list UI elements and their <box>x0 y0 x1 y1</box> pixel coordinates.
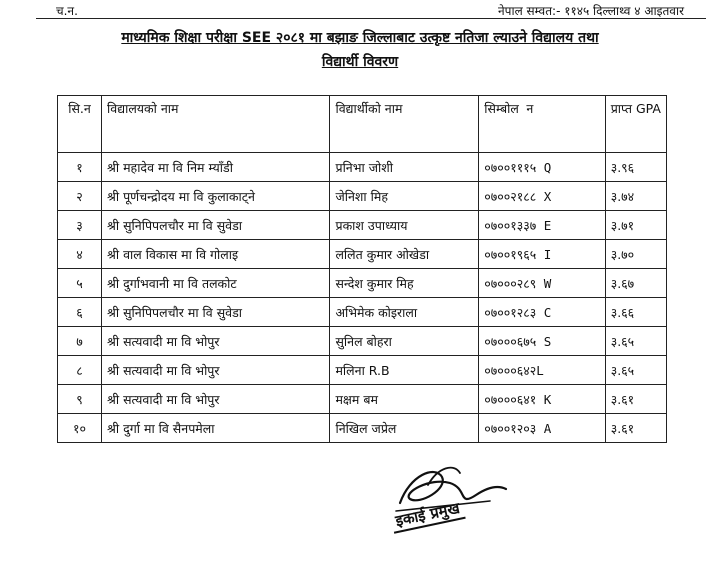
cell-gpa: ३.७४ <box>605 182 666 211</box>
cell-school-name: श्री पूर्णचन्द्रोदय मा वि कुलाकाट्ने <box>102 182 330 211</box>
cell-gpa: ३.६५ <box>605 327 666 356</box>
table-row <box>58 269 667 298</box>
cell-gpa: ३.६६ <box>605 298 666 327</box>
cell-student-name: निखिल जप्रेल <box>330 414 479 443</box>
cell-symbol-number: ०७०००६४२L <box>479 356 605 385</box>
cell-student-name: प्रनिभा जोशी <box>330 153 479 182</box>
results-table <box>57 95 667 443</box>
unit-head-stamp: इकाई प्रमुख <box>390 497 466 534</box>
table-row <box>58 211 667 240</box>
cell-gpa: ३.६१ <box>605 385 666 414</box>
cell-school-name: श्री सत्यवादी मा वि भोपुर <box>102 356 330 385</box>
document-subtitle: विद्यार्थी विवरण <box>321 54 399 70</box>
cell-student-name: सुनिल बोहरा <box>330 327 479 356</box>
cell-student-name: मक्षम बम <box>330 385 479 414</box>
cell-school-name: श्री सुनिपिपलचौर मा वि सुवेडा <box>102 211 330 240</box>
cell-student-name: प्रकाश उपाध्याय <box>330 211 479 240</box>
cell-serial: ६ <box>58 298 102 327</box>
cell-gpa: ३.७० <box>605 240 666 269</box>
cell-school-name: श्री वाल विकास मा वि गोलाइ <box>102 240 330 269</box>
cell-school-name: श्री सुनिपिपलचौर मा वि सुवेडा <box>102 298 330 327</box>
cell-serial: १ <box>58 153 102 182</box>
header-school-name: विद्यालयको नाम <box>102 96 330 153</box>
cell-serial: ९ <box>58 385 102 414</box>
cell-school-name: श्री दुर्गा मा वि सैनपमेला <box>102 414 330 443</box>
cell-symbol-number: ०७००१११५ Q <box>479 153 605 182</box>
cell-symbol-number: ०७००१९६५ I <box>479 240 605 269</box>
cell-symbol-number: ०७००२१८८ X <box>479 182 605 211</box>
table-row <box>58 240 667 269</box>
cell-serial: १० <box>58 414 102 443</box>
cell-symbol-number: ०७००१२८३ C <box>479 298 605 327</box>
cell-gpa: ३.६५ <box>605 356 666 385</box>
cell-gpa: ३.६७ <box>605 269 666 298</box>
cell-gpa: ३.९६ <box>605 153 666 182</box>
cell-student-name: जेनिशा मिह <box>330 182 479 211</box>
table-row <box>58 356 667 385</box>
header-gpa: प्राप्त GPA <box>605 96 666 153</box>
header-rule <box>36 18 706 19</box>
cell-school-name: श्री महादेव मा वि निम म्याँडी <box>102 153 330 182</box>
header-serial: सि.न <box>58 96 102 153</box>
cell-student-name: सन्देश कुमार मिह <box>330 269 479 298</box>
header-symbol-number: सिम्बोल न <box>479 96 605 153</box>
cell-gpa: ३.७१ <box>605 211 666 240</box>
cell-serial: ७ <box>58 327 102 356</box>
cell-symbol-number: ०७०००२८९ W <box>479 269 605 298</box>
letterhead-line <box>36 0 684 18</box>
table-body <box>58 153 667 443</box>
cell-student-name: अभिमेक कोइराला <box>330 298 479 327</box>
cell-school-name: श्री सत्यवादी मा वि भोपुर <box>102 385 330 414</box>
cell-symbol-number: ०७०००६७५ S <box>479 327 605 356</box>
cell-serial: ३ <box>58 211 102 240</box>
table-row <box>58 327 667 356</box>
cell-symbol-number: ०७००१२०३ A <box>479 414 605 443</box>
cell-student-name: मलिना R.B <box>330 356 479 385</box>
cell-student-name: ललित कुमार ओखेडा <box>330 240 479 269</box>
cell-symbol-number: ०७००१३३७ E <box>479 211 605 240</box>
table-row <box>58 298 667 327</box>
document-title: माध्यमिक शिक्षा परीक्षा SEE २०८१ मा बझाङ जिल्लाबाट उत्कृष्ट नतिजा ल्याउने विद्यालय तथा <box>121 30 599 46</box>
header-student-name: विद्यार्थीको नाम <box>330 96 479 153</box>
cell-serial: ४ <box>58 240 102 269</box>
nepal-sambat-date: नेपाल सम्वत:- ११४५ दिल्लाथ्व ४ आइतवार <box>497 4 684 18</box>
table-header-row <box>58 96 667 153</box>
cell-serial: ५ <box>58 269 102 298</box>
cell-school-name: श्री सत्यवादी मा वि भोपुर <box>102 327 330 356</box>
cell-school-name: श्री दुर्गाभवानी मा वि तलकोट <box>102 269 330 298</box>
table-row <box>58 182 667 211</box>
table-row <box>58 153 667 182</box>
table-row <box>58 414 667 443</box>
table-row <box>58 385 667 414</box>
reference-number: च.न. <box>56 4 78 18</box>
cell-gpa: ३.६१ <box>605 414 666 443</box>
cell-serial: ८ <box>58 356 102 385</box>
cell-symbol-number: ०७०००६४१ K <box>479 385 605 414</box>
cell-serial: २ <box>58 182 102 211</box>
